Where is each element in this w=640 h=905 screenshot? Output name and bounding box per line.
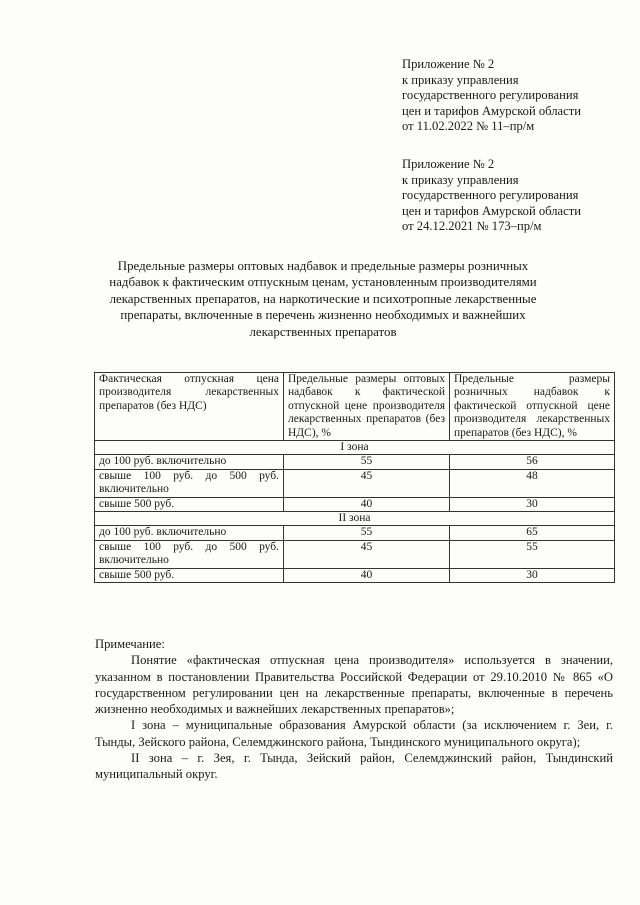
zone-row bbox=[95, 512, 615, 526]
wholesale-value: 40 bbox=[284, 568, 450, 582]
document-title bbox=[88, 258, 558, 340]
zone-row bbox=[95, 441, 615, 455]
wholesale-value: 45 bbox=[284, 540, 450, 568]
header-wholesale-markup: Предельные размеры оптовых надбавок к фактической отпускной цене производителя лекарственных препаратов (без НДС), % bbox=[284, 373, 450, 441]
price-range: до 100 руб. включительно bbox=[95, 526, 284, 540]
title-line: надбавок к фактическим отпускным ценам, установленным производителями bbox=[109, 275, 537, 290]
wholesale-value: 45 bbox=[284, 469, 450, 497]
zone-label: II зона bbox=[95, 512, 615, 526]
retail-value: 55 bbox=[450, 540, 615, 568]
table-header-row bbox=[95, 373, 615, 441]
price-range: до 100 руб. включительно bbox=[95, 455, 284, 469]
title-line: Предельные размеры оптовых надбавок и предельные размеры розничных bbox=[117, 259, 529, 273]
header-retail-markup: Предельные размеры розничных надбавок к фактической отпускной цене производителя лекарственных препаратов (без НДС), % bbox=[450, 373, 615, 441]
retail-value: 48 bbox=[450, 469, 615, 497]
header-producer-price: Фактическая отпускная цена производителя лекарственных препаратов (без НДС) bbox=[95, 373, 284, 441]
title-line: лекарственных препаратов bbox=[249, 324, 397, 339]
table-row bbox=[95, 526, 615, 540]
table-row bbox=[95, 455, 615, 469]
note-paragraph: Понятие «фактическая отпускная цена производителя» используется в значении, указанном в постановлении Правительства Российской Федерации от 29.10.2010 № 865 «О государственном регулировании цен на лекарственные препараты, включенные в перечень жизненно необходимых и важнейших лекарственных препаратов»; bbox=[95, 653, 613, 717]
wholesale-value: 40 bbox=[284, 497, 450, 511]
appendix-line: государственного регулирования bbox=[402, 88, 579, 103]
appendix-line: Приложение № 2 bbox=[402, 157, 495, 171]
retail-value: 30 bbox=[450, 568, 615, 582]
note-paragraph: I зона – муниципальные образования Амурской области (за исключением г. Зеи, г. Тынды, Зейского района, Селемджинского района, Тындинского муниципального округа); bbox=[95, 718, 613, 749]
retail-value: 65 bbox=[450, 526, 615, 540]
note-section bbox=[95, 636, 613, 783]
note-paragraph: II зона – г. Зея, г. Тында, Зейский район, Селемджинский район, Тындинский муниципальный округ. bbox=[95, 751, 613, 782]
price-range: свыше 100 руб. до 500 руб. включительно bbox=[95, 469, 284, 497]
table-row bbox=[95, 568, 615, 582]
markup-table bbox=[94, 372, 615, 583]
retail-value: 56 bbox=[450, 455, 615, 469]
appendix-line: Приложение № 2 bbox=[402, 57, 495, 71]
title-line: препараты, включенные в перечень жизненно необходимых и важнейших bbox=[120, 308, 526, 323]
appendix-line: от 11.02.2022 № 11–пр/м bbox=[402, 119, 535, 134]
zone-label: I зона bbox=[95, 441, 615, 455]
retail-value: 30 bbox=[450, 497, 615, 511]
wholesale-value: 55 bbox=[284, 455, 450, 469]
table-row bbox=[95, 540, 615, 568]
price-range: свыше 100 руб. до 500 руб. включительно bbox=[95, 540, 284, 568]
appendix-line: к приказу управления bbox=[402, 72, 519, 87]
price-range: свыше 500 руб. bbox=[95, 497, 284, 511]
title-line: лекарственных препаратов, на наркотические и психотропные лекарственные bbox=[109, 291, 537, 306]
appendix-current bbox=[402, 57, 634, 135]
appendix-line: к приказу управления bbox=[402, 172, 519, 187]
appendix-line: цен и тарифов Амурской области bbox=[402, 203, 581, 218]
appendix-line: цен и тарифов Амурской области bbox=[402, 103, 581, 118]
price-range: свыше 500 руб. bbox=[95, 568, 284, 582]
appendix-line: от 24.12.2021 № 173–пр/м bbox=[402, 219, 542, 234]
table-row bbox=[95, 497, 615, 511]
note-heading: Примечание: bbox=[95, 637, 165, 651]
appendix-previous bbox=[402, 157, 634, 235]
wholesale-value: 55 bbox=[284, 526, 450, 540]
appendix-line: государственного регулирования bbox=[402, 188, 579, 203]
table-row bbox=[95, 469, 615, 497]
